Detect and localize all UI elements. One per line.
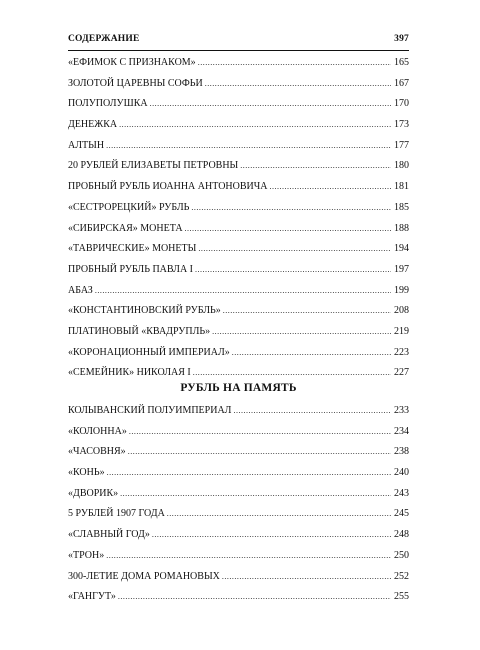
toc-entry-title: «СЕМЕЙНИК» НИКОЛАЯ I — [68, 367, 191, 379]
dot-leader — [212, 327, 391, 336]
dot-leader — [152, 530, 391, 539]
toc-entry-page: 245 — [394, 508, 409, 520]
toc-entry — [68, 347, 409, 368]
toc-entry-title: КОЛЫВАНСКИЙ ПОЛУИМПЕРИАЛ — [68, 405, 232, 416]
toc-entry-title: 20 РУБЛЕЙ ЕЛИЗАВЕТЫ ПЕТРОВНЫ — [68, 160, 239, 172]
running-head — [68, 34, 409, 48]
toc-entry-title: «КОНСТАНТИНОВСКИЙ РУБЛЬ» — [68, 305, 221, 317]
toc-entry — [68, 426, 409, 447]
toc-entry-page: 165 — [394, 57, 409, 68]
toc-entry-page: 173 — [394, 119, 409, 131]
toc-entry-title: «ТРОН» — [68, 549, 105, 561]
page-number: 397 — [394, 34, 409, 44]
toc-entry — [68, 243, 409, 264]
toc-entry-page: 223 — [394, 346, 409, 358]
dot-leader — [198, 244, 391, 253]
toc-entry-page: 227 — [394, 367, 409, 379]
toc-entry-page: 194 — [394, 243, 409, 255]
dot-leader — [222, 572, 391, 581]
toc-entry — [68, 571, 409, 592]
toc-entry-page: 181 — [394, 181, 409, 193]
toc-entry — [68, 98, 409, 119]
dot-leader — [150, 99, 391, 108]
dot-leader — [118, 592, 391, 601]
toc-entry — [68, 508, 409, 529]
dot-leader — [119, 120, 391, 129]
toc-entry-page: 167 — [394, 77, 409, 89]
toc-entry-title: «ТАВРИЧЕСКИЕ» МОНЕТЫ — [68, 243, 197, 255]
toc-entry-title: 300-ЛЕТИЕ ДОМА РОМАНОВЫХ — [68, 570, 220, 582]
toc-entry-page: 180 — [394, 160, 409, 172]
toc-entry-page: 197 — [394, 263, 409, 275]
toc-entry-page: 243 — [394, 487, 409, 499]
toc-entry-title: «ЧАСОВНЯ» — [68, 446, 126, 458]
toc-entry-page: 252 — [394, 570, 409, 582]
toc-entry-title: «КОЛОННА» — [68, 425, 127, 437]
toc-entry-page: 177 — [394, 139, 409, 151]
toc-entry-title: «КОНЬ» — [68, 467, 105, 479]
dot-leader — [233, 406, 391, 415]
toc-entry-title: «КОРОНАЦИОННЫЙ ИМПЕРИАЛ» — [68, 346, 230, 358]
toc-entry — [68, 78, 409, 99]
toc-entry — [68, 119, 409, 140]
toc-entry-title: АЛТЫН — [68, 139, 105, 151]
toc-entry-page: 240 — [394, 467, 409, 479]
toc-entry — [68, 160, 409, 181]
toc-entry-page: 208 — [394, 305, 409, 317]
dot-leader — [120, 489, 391, 498]
toc-entry-title: ДЕНЕЖКА — [68, 119, 118, 131]
dot-leader — [107, 468, 391, 477]
toc-entry — [68, 202, 409, 223]
toc-entry-title: ЗОЛОТОЙ ЦАРЕВНЫ СОФЬИ — [68, 77, 203, 89]
dot-leader — [95, 286, 391, 295]
toc-entry-title: «СЕСТРОРЕЦКИЙ» РУБЛЬ — [68, 201, 190, 213]
toc-entry-page: 185 — [394, 201, 409, 213]
toc-entry — [68, 326, 409, 347]
dot-leader — [191, 203, 391, 212]
dot-leader — [240, 161, 391, 170]
dot-leader — [205, 79, 391, 88]
dot-leader — [106, 141, 391, 150]
toc-entry — [68, 446, 409, 467]
toc-entry — [68, 285, 409, 306]
toc-entry — [68, 57, 409, 78]
toc-list-part1 — [68, 57, 409, 388]
toc-entry-title: АБАЗ — [68, 284, 93, 296]
toc-entry-page: 188 — [394, 222, 409, 234]
toc-entry-page: 238 — [394, 446, 409, 458]
dot-leader — [195, 265, 391, 274]
dot-leader — [167, 509, 391, 518]
toc-entry-title: ПРОБНЫЙ РУБЛЬ ИОАННА АНТОНОВИЧА — [68, 181, 268, 193]
header-rule — [68, 50, 409, 51]
dot-leader — [232, 348, 391, 357]
section-heading: РУБЛЬ НА ПАМЯТЬ — [180, 382, 297, 394]
toc-entry — [68, 405, 409, 426]
toc-entry — [68, 264, 409, 285]
toc-entry — [68, 140, 409, 161]
toc-entry-title: 5 РУБЛЕЙ 1907 ГОДА — [68, 508, 165, 520]
toc-entry-title: «ДВОРИК» — [68, 487, 119, 499]
toc-entry — [68, 181, 409, 202]
dot-leader — [223, 306, 391, 315]
toc-entry-page: 199 — [394, 284, 409, 296]
toc-entry — [68, 305, 409, 326]
toc-entry-page: 248 — [394, 529, 409, 541]
dot-leader — [193, 368, 391, 377]
toc-entry-title: «ЕФИМОК С ПРИЗНАКОМ» — [68, 57, 196, 68]
toc-entry-page: 219 — [394, 325, 409, 337]
toc-entry-title: «СЛАВНЫЙ ГОД» — [68, 529, 150, 541]
toc-entry-title: «ГАНГУТ» — [68, 591, 116, 603]
toc-entry — [68, 550, 409, 571]
toc-entry-page: 170 — [394, 98, 409, 110]
dot-leader — [128, 447, 391, 456]
dot-leader — [269, 182, 391, 191]
toc-entry-page: 250 — [394, 549, 409, 561]
running-head-title: СОДЕРЖАНИЕ — [68, 34, 140, 44]
toc-entry — [68, 488, 409, 509]
dot-leader — [198, 58, 391, 67]
toc-entry-title: ПЛАТИНОВЫЙ «КВАДРУПЛЬ» — [68, 325, 211, 337]
toc-entry-page: 255 — [394, 591, 409, 603]
toc-entry-title: ПОЛУПОЛУШКА — [68, 98, 148, 110]
toc-entry — [68, 467, 409, 488]
dot-leader — [185, 224, 391, 233]
toc-entry-title: ПРОБНЫЙ РУБЛЬ ПАВЛА I — [68, 263, 194, 275]
toc-entry-page: 233 — [394, 405, 409, 416]
toc-entry-page: 234 — [394, 425, 409, 437]
toc-entry — [68, 529, 409, 550]
dot-leader — [129, 427, 391, 436]
toc-entry-title: «СИБИРСКАЯ» МОНЕТА — [68, 222, 183, 234]
toc-list-part2 — [68, 405, 409, 612]
dot-leader — [106, 551, 391, 560]
toc-entry — [68, 223, 409, 244]
toc-entry — [68, 591, 409, 612]
